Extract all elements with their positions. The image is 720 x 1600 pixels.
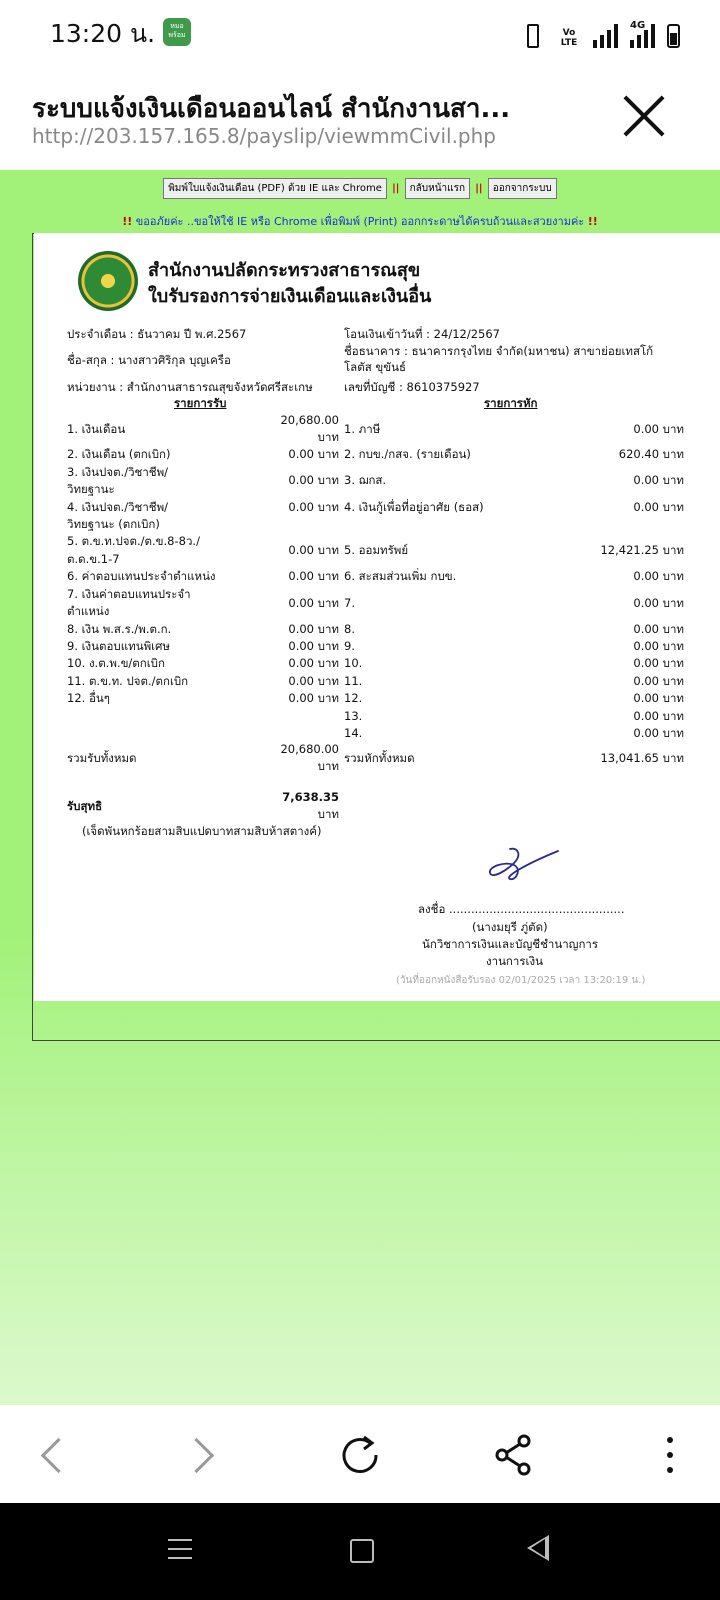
signer-title: นักวิชาการเงินและบัญชีชำนาญการ xyxy=(422,937,599,951)
income-label: 1. เงินเดือน xyxy=(67,422,126,436)
chevron-left-icon xyxy=(41,1438,76,1473)
income-amount: 0.00 บาท xyxy=(288,622,339,636)
deduction-label: 12. xyxy=(344,691,363,705)
doc-subtitle: ใบรับรองการจ่ายเงินเดือนและเงินอื่น xyxy=(148,286,432,307)
income-label: 11. ต.ข.ท. ปจต./ตกเบิก xyxy=(67,674,189,688)
income-amount: 0.00 บาท xyxy=(288,500,339,514)
net-pay-words: (เจ็ดพันหกร้อยสามสิบแปดบาทสามสิบห้าสตางค์) xyxy=(82,824,322,838)
signer-name: (นางมยุรี ภู่ตัด) xyxy=(472,920,548,934)
notice-text: ขออภัยค่ะ ..ขอให้ใช้ IE หรือ Chrome เพื่อพิมพ์ (Print) ออกกระดาษได้ครบถ้วนและสวยงามค่ะ xyxy=(135,215,585,228)
deduction-label: 1. ภาษี xyxy=(344,422,381,436)
total-deduction-label: รวมหักทั้งหมด xyxy=(344,751,415,765)
browser-notice xyxy=(0,212,720,230)
deduction-amount: 0.00 บาท xyxy=(633,674,684,688)
deduction-amount: 0.00 บาท xyxy=(633,422,684,436)
payslip xyxy=(34,233,720,1001)
total-income-amount: 20,680.00 xyxy=(280,742,339,756)
employee-name: ชื่อ-สกุล : นางสาวศิริกุล บุญเครือ xyxy=(67,353,231,367)
deduction-label: 6. สะสมส่วนเพิ่ม กบข. xyxy=(344,569,457,583)
signal-4g-icon xyxy=(630,20,655,48)
income-label: 10. ง.ต.พ.ข/ตกเบิก xyxy=(67,656,165,670)
system-back-icon[interactable] xyxy=(527,1535,549,1561)
chevron-right-icon xyxy=(179,1438,214,1473)
deduction-amount: 0.00 บาท xyxy=(633,639,684,653)
more-vert-icon xyxy=(667,1452,673,1458)
signer-department: งานการเงิน xyxy=(486,954,543,968)
income-label: 2. เงินเดือน (ตกเบิก) xyxy=(67,447,171,461)
reload-button[interactable] xyxy=(330,1425,390,1485)
status-icons xyxy=(521,16,680,48)
browser-bottom-bar xyxy=(0,1405,720,1503)
deduction-amount: 0.00 บาท xyxy=(633,569,684,583)
more-options-button[interactable] xyxy=(640,1425,700,1485)
back-button[interactable] xyxy=(22,1425,82,1485)
status-time: 13:20 น. xyxy=(50,19,156,48)
deduction-label: 5. ออมทรัพย์ xyxy=(344,543,409,557)
refresh-icon xyxy=(330,1425,390,1485)
deduction-amount: 0.00 บาท xyxy=(633,473,684,487)
income-amount: 0.00 บาท xyxy=(288,674,339,688)
income-label: 4. เงินปจต./วิชาชีพ/ xyxy=(67,500,169,514)
deduction-header: รายการหัก xyxy=(484,396,538,410)
income-amount: 0.00 บาท xyxy=(288,596,339,610)
system-navigation-bar xyxy=(0,1503,720,1600)
separator: || xyxy=(475,183,483,194)
close-icon[interactable] xyxy=(622,94,666,138)
total-deduction-amount: 13,041.65 บาท xyxy=(600,751,684,765)
page-title: ระบบแจ้งเงินเดือนออนไลน์ สำนักงานสา... xyxy=(32,94,511,124)
deduction-label: 11. xyxy=(344,674,363,688)
deduction-amount: 0.00 บาท xyxy=(633,656,684,670)
deduction-amount: 0.00 บาท xyxy=(633,726,684,740)
income-label: 12. อื่นๆ xyxy=(67,691,110,705)
net-pay-amount: 7,638.35 xyxy=(282,790,339,804)
issue-timestamp: (วันที่ออกหนังสือรับรอง 02/01/2025 เวลา 13:20:19 น.) xyxy=(396,975,646,986)
income-label: 8. เงิน พ.ส.ร./พ.ต.ก. xyxy=(67,622,172,636)
net-pay-label: รับสุทธิ xyxy=(67,799,103,813)
notice-mark: !! xyxy=(122,215,133,228)
deduction-amount: 12,421.25 บาท xyxy=(600,543,684,557)
total-income-unit: บาท xyxy=(317,759,339,773)
status-bar xyxy=(0,0,720,66)
deduction-label: 9. xyxy=(344,639,355,653)
deduction-label: 7. xyxy=(344,596,355,610)
deduction-amount: 0.00 บาท xyxy=(633,622,684,636)
total-income-label: รวมรับทั้งหมด xyxy=(67,751,137,765)
ministry-seal-logo xyxy=(78,251,138,311)
income-amount: 0.00 บาท xyxy=(288,691,339,705)
deduction-amount: 0.00 บาท xyxy=(633,691,684,705)
income-amount: 0.00 บาท xyxy=(288,473,339,487)
org-title: สำนักงานปลัดกระทรวงสาธารณสุข xyxy=(148,260,421,281)
battery-icon xyxy=(667,24,680,48)
print-pdf-button[interactable]: พิมพ์ใบแจ้งเงินเดือน (PDF) ด้วย IE และ Chrome xyxy=(163,178,387,199)
deduction-label: 14. xyxy=(344,726,363,740)
separator: || xyxy=(392,183,400,194)
more-vert-icon xyxy=(667,1437,673,1443)
logout-button[interactable]: ออกจากระบบ xyxy=(488,178,557,199)
signal-icon xyxy=(593,24,618,48)
home-icon[interactable] xyxy=(350,1539,374,1563)
home-button[interactable]: กลับหน้าแรก xyxy=(405,178,470,199)
income-amount: 0.00 บาท xyxy=(288,543,339,557)
income-amount: 0.00 บาท xyxy=(288,656,339,670)
signature-line: ลงชื่อ ................................................ xyxy=(418,902,625,916)
notice-mark: !! xyxy=(587,215,598,228)
income-amount: 0.00 บาท xyxy=(288,639,339,653)
toolbar xyxy=(0,178,720,199)
deduction-label: 3. ฌกส. xyxy=(344,473,387,487)
income-label-cont: วิทยฐานะ xyxy=(67,482,115,496)
account-number: เลขที่บัญชี : 8610375927 xyxy=(344,380,480,394)
pay-month: ประจำเดือน : ธันวาคม ปี พ.ศ.2567 xyxy=(67,327,247,341)
web-content[interactable] xyxy=(0,170,720,1405)
bank-branch: โลตัส ขุขันธ์ xyxy=(344,360,406,374)
signature-image xyxy=(484,845,564,891)
app-notification-icon: หมอพร้อม xyxy=(163,18,191,46)
net-pay-unit: บาท xyxy=(317,807,339,821)
income-label: 3. เงินปจต./วิชาชีพ/ xyxy=(67,465,169,479)
income-label-cont: วิทยฐานะ (ตกเบิก) xyxy=(67,517,160,531)
income-amount: 0.00 บาท xyxy=(288,569,339,583)
income-unit: บาท xyxy=(317,430,339,444)
more-vert-icon xyxy=(667,1467,673,1473)
page-url[interactable]: http://203.157.165.8/payslip/viewmmCivil.php xyxy=(32,124,496,148)
deduction-label: 4. เงินกู้เพื่อที่อยู่อาศัย (ธอส) xyxy=(344,500,484,514)
deduction-amount: 620.40 บาท xyxy=(618,447,684,461)
share-button[interactable] xyxy=(484,1425,544,1485)
custom-tab-header xyxy=(0,66,720,170)
income-label: 6. ค่าตอบแทนประจำตำแหน่ง xyxy=(67,569,216,583)
deduction-label: 13. xyxy=(344,709,363,723)
recent-apps-icon[interactable] xyxy=(168,1539,192,1566)
income-amount: 0.00 บาท xyxy=(288,447,339,461)
network-type-label: 4G xyxy=(630,20,646,31)
forward-button[interactable] xyxy=(172,1425,232,1485)
vibrate-icon xyxy=(521,24,545,48)
deduction-amount: 0.00 บาท xyxy=(633,709,684,723)
deduction-label: 2. กบข./กสจ. (รายเดือน) xyxy=(344,447,471,461)
deduction-label: 8. xyxy=(344,622,355,636)
income-amount: 20,680.00 xyxy=(280,413,339,427)
bank-name: ชื่อธนาคาร : ธนาคารกรุงไทย จำกัด(มหาชน) สาขาย่อยเทสโก้ xyxy=(344,344,654,358)
income-label: 7. เงินค่าตอบแทนประจำ xyxy=(67,587,191,601)
income-label: 9. เงินตอบแทนพิเศษ xyxy=(67,639,170,653)
income-label-cont: ต.ด.ข.1-7 xyxy=(67,552,120,566)
deduction-label: 10. xyxy=(344,656,363,670)
volte-icon: Vo LTE xyxy=(560,28,578,48)
income-label: 5. ต.ข.ท.ปจต./ต.ข.8-8ว./ xyxy=(67,534,200,548)
deduction-amount: 0.00 บาท xyxy=(633,596,684,610)
deduction-amount: 0.00 บาท xyxy=(633,500,684,514)
unit: หน่วยงาน : สำนักงานสาธารณสุขจังหวัดศรีสะเกษ xyxy=(67,380,313,394)
share-icon xyxy=(484,1425,544,1485)
income-header: รายการรับ xyxy=(174,396,227,410)
income-label-cont: ตำแหน่ง xyxy=(67,604,110,618)
transfer-date: โอนเงินเข้าวันที่ : 24/12/2567 xyxy=(344,327,500,341)
